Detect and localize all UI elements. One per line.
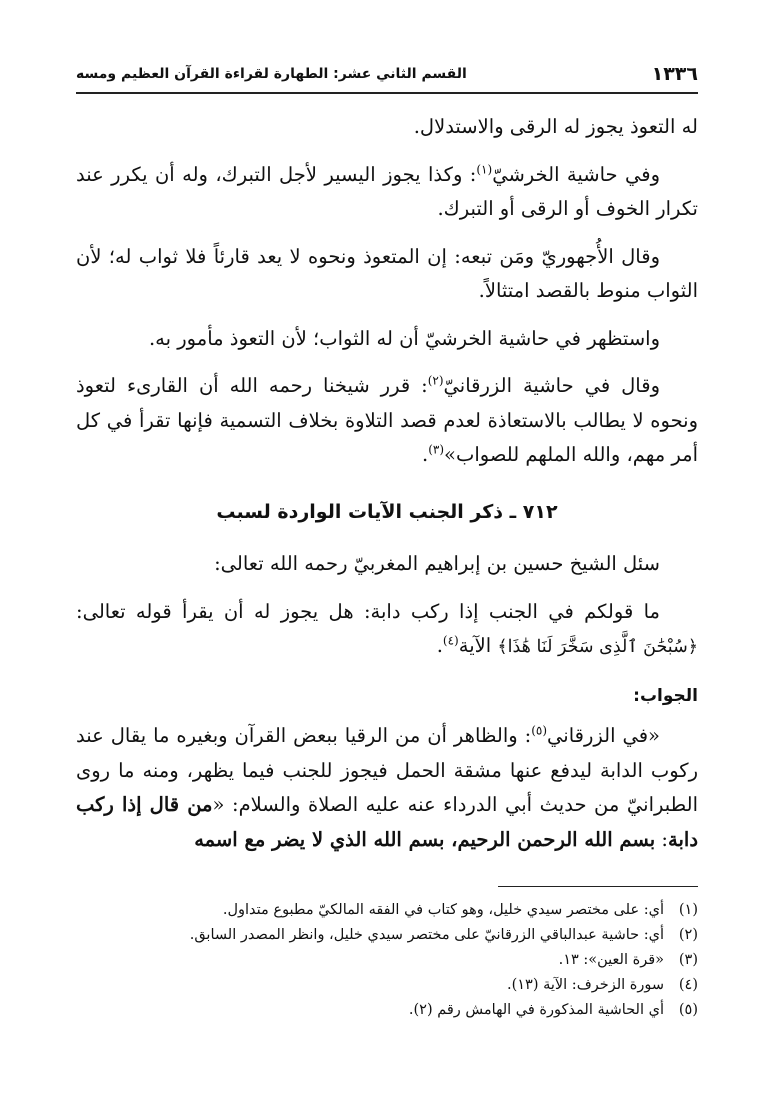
paragraph-2-text-a: وفي حاشية الخرشيّ: [492, 162, 660, 186]
paragraph-5-text-c: .: [422, 443, 429, 466]
footnote-text: أي: حاشية عبدالباقي الزرقانيّ على مختصر سيدي خليل، وانظر المصدر السابق.: [189, 927, 664, 943]
footnote-text: «قرة العين»: ١٣.: [558, 952, 664, 968]
paragraph-5-text-b: : قرر شيخنا رحمه الله أن القارىء لتعوذ ونحوه لا يطالب بالاستعاذة لعدم قصد التلاوة بخلاف التسمية فإنها تقرأ في كل أمر مهم، والله الملهم للصواب»: [76, 374, 698, 466]
answer-text-b: : والظاهر أن من الرقيا ببعض القرآن وبغيره ما يقال عند ركوب الدابة ليدفع عنها مشقة الحمل فيجوز للجنب فيما يظهر، ومنه ما روى الطبرانيّ من حديث أبي الدرداء عنه عليه الصلاة والسلام: «: [76, 724, 698, 816]
footnote-ref-4: (٤): [442, 633, 459, 648]
footnote: [76, 973, 698, 998]
footnote-number: (٥): [678, 1002, 698, 1018]
footnote-ref-1: (١): [476, 162, 493, 176]
paragraph-2: [76, 158, 698, 227]
paragraph-5-text-a: وقال في حاشية الزرقانيّ: [443, 374, 660, 397]
footnote: [76, 898, 698, 923]
hadith-bold-1: من قال إذا ركب دابة: [76, 793, 698, 851]
question-text-b: الآية: [458, 634, 498, 657]
quran-verse: ﴿سُبْحَٰنَ ٱلَّذِى سَخَّرَ لَنَا هَٰذَا﴾: [497, 637, 698, 657]
footnote-number: (٤): [678, 977, 698, 993]
paragraph-5: [76, 369, 698, 473]
answer-paragraph: [76, 719, 698, 857]
footnote: [76, 948, 698, 973]
paragraph-2-text-b: : وكذا يجوز اليسير لأجل التبرك، وله أن يكرر عند تكرار الخوف أو الرقى أو التبرك.: [76, 162, 698, 220]
section-intro: سئل الشيخ حسين بن إبراهيم المغربيّ رحمه الله تعالى:: [214, 552, 660, 575]
page-number: ١٣٣٦: [651, 63, 698, 85]
answer-heading: الجواب:: [633, 685, 698, 706]
footnote-separator: [498, 886, 698, 887]
footnote-text: سورة الزخرف: الآية (١٣).: [506, 977, 664, 993]
footnote-text: أي الحاشية المذكورة في الهامش رقم (٢).: [408, 1002, 664, 1018]
paragraph-1: له التعوذ يجوز له الرقى والاستدلال.: [413, 115, 698, 138]
paragraph-3: وقال الأُجهوريّ ومَن تبعه: إن المتعوذ ونحوه لا يعد قارئاً فلا ثواب له؛ لأن الثواب منوط بالقصد امتثالاً.: [76, 244, 698, 302]
question: [76, 595, 698, 665]
hadith-bold-2: بسم الله الرحمن الرحيم، بسم الله الذي لا يضر مع اسمه: [194, 827, 656, 851]
footnote-number: (٣): [678, 952, 698, 968]
footnote-number: (٢): [678, 927, 698, 943]
question-text-a: ما قولكم في الجنب إذا ركب دابة: هل يجوز له أن يقرأ قوله تعالى:: [76, 599, 660, 623]
question-text-c: .: [436, 634, 443, 657]
footnote-number: (١): [678, 902, 698, 918]
footnote-ref-3: (٣): [428, 442, 445, 457]
answer-text-c: :: [655, 827, 669, 851]
footnotes: [76, 898, 698, 1023]
footnote-ref-5: (٥): [531, 723, 548, 738]
footnote: [76, 998, 698, 1023]
footnote-ref-2: (٢): [427, 373, 444, 388]
footnote: [76, 923, 698, 948]
section-title: ٧١٢ ـ ذكر الجنب الآيات الواردة لسبب: [216, 500, 558, 523]
page-header: [76, 56, 698, 94]
footnote-text: أي: على مختصر سيدي خليل، وهو كتاب في الفقه المالكيّ مطبوع متداول.: [222, 902, 664, 918]
main-text: [76, 110, 698, 870]
running-title: القسم الثاني عشر: الطهارة لقراءة القرآن العظيم ومسه: [76, 66, 467, 82]
paragraph-4: واستظهر في حاشية الخرشيّ أن له الثواب؛ لأن التعوذ مأمور به.: [148, 326, 660, 350]
answer-text-a: «في الزرقاني: [547, 724, 660, 747]
